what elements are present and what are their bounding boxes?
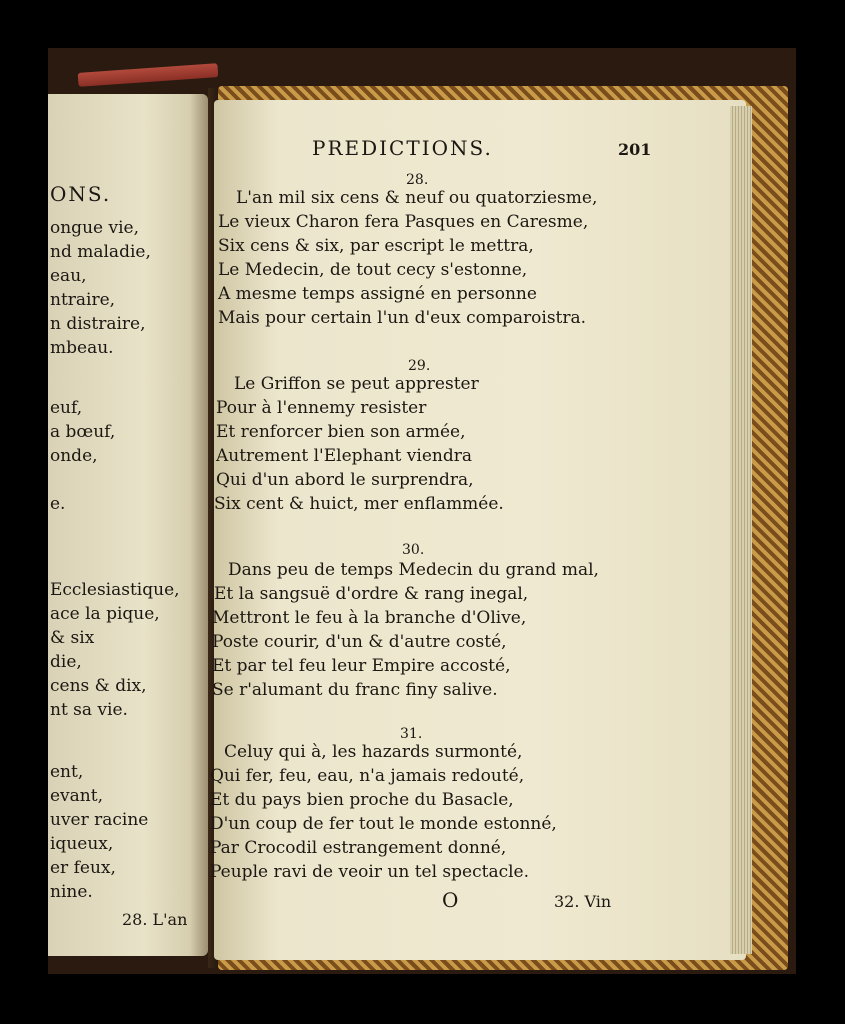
left-line: n distraire, bbox=[50, 314, 146, 334]
left-line: a bœuf, bbox=[50, 422, 116, 442]
left-line: iqueux, bbox=[50, 834, 114, 854]
page-fold-shadow bbox=[190, 94, 208, 956]
left-line: & six bbox=[50, 628, 95, 648]
left-line: nd maladie, bbox=[50, 242, 151, 262]
verse-line: Le vieux Charon fera Pasques en Caresme, bbox=[218, 212, 589, 232]
bookmark-ribbon bbox=[78, 63, 219, 87]
verse-line: Six cens & six, par escript le mettra, bbox=[218, 236, 534, 256]
verse-line: Pour à l'ennemy resister bbox=[216, 398, 427, 418]
page-block-edges bbox=[730, 106, 752, 954]
verse-line: L'an mil six cens & neuf ou quatorziesme, bbox=[236, 188, 598, 208]
verse-line: Qui fer, feu, eau, n'a jamais redouté, bbox=[210, 766, 525, 786]
left-line: ntraire, bbox=[50, 290, 116, 310]
verse-line: Et par tel feu leur Empire accosté, bbox=[212, 656, 511, 676]
left-line: onde, bbox=[50, 446, 98, 466]
verse-line: Celuy qui à, les hazards surmonté, bbox=[224, 742, 523, 762]
left-line: Ecclesiastique, bbox=[50, 580, 180, 600]
catchword: 32. Vin bbox=[554, 892, 612, 911]
verse-line: Et renforcer bien son armée, bbox=[216, 422, 466, 442]
left-line: ent, bbox=[50, 762, 84, 782]
left-line: e. bbox=[50, 494, 66, 514]
verse-line: Autrement l'Elephant viendra bbox=[216, 446, 472, 466]
left-line: ace la pique, bbox=[50, 604, 160, 624]
left-catchword: 28. L'an bbox=[122, 910, 188, 929]
verse-line: Peuple ravi de veoir un tel spectacle. bbox=[210, 862, 529, 882]
verse-line: Mettront le feu à la branche d'Olive, bbox=[212, 608, 527, 628]
book-photo bbox=[48, 48, 796, 974]
left-page-header: ONS. bbox=[50, 182, 112, 206]
left-line: cens & dix, bbox=[50, 676, 147, 696]
left-line: uver racine bbox=[50, 810, 149, 830]
verse-line: Six cent & huict, mer enflammée. bbox=[214, 494, 504, 514]
verse-line: Poste courir, d'un & d'autre costé, bbox=[212, 632, 507, 652]
verse-line: Le Medecin, de tout cecy s'estonne, bbox=[218, 260, 528, 280]
quatrain-number: 29. bbox=[408, 358, 431, 374]
left-line: mbeau. bbox=[50, 338, 114, 358]
quatrain-number: 30. bbox=[402, 542, 425, 558]
left-line: nine. bbox=[50, 882, 93, 902]
left-line: er feux, bbox=[50, 858, 116, 878]
page-header: PREDICTIONS. bbox=[312, 136, 493, 160]
verse-line: D'un coup de fer tout le monde estonné, bbox=[210, 814, 557, 834]
verse-line: Mais pour certain l'un d'eux comparoistra. bbox=[218, 308, 587, 328]
left-line: eau, bbox=[50, 266, 87, 286]
verse-line: Et la sangsuë d'ordre & rang inegal, bbox=[214, 584, 529, 604]
left-line: die, bbox=[50, 652, 82, 672]
verse-line: Et du pays bien proche du Basacle, bbox=[210, 790, 514, 810]
verse-line: Se r'alumant du franc finy salive. bbox=[212, 680, 498, 700]
left-line: ongue vie, bbox=[50, 218, 139, 238]
left-line: nt sa vie. bbox=[50, 700, 128, 720]
verse-line: A mesme temps assigné en personne bbox=[218, 284, 537, 304]
verse-line: Le Griffon se peut apprester bbox=[234, 374, 479, 394]
verse-line: Dans peu de temps Medecin du grand mal, bbox=[228, 560, 599, 580]
page-number: 201 bbox=[618, 140, 652, 159]
left-page bbox=[48, 94, 208, 956]
verse-line: Par Crocodil estrangement donné, bbox=[210, 838, 507, 858]
quatrain-number: 31. bbox=[400, 726, 423, 742]
quatrain-number: 28. bbox=[406, 172, 429, 188]
signature-mark: O bbox=[442, 888, 459, 912]
left-line: euf, bbox=[50, 398, 83, 418]
left-line: evant, bbox=[50, 786, 103, 806]
verse-line: Qui d'un abord le surprendra, bbox=[216, 470, 474, 490]
